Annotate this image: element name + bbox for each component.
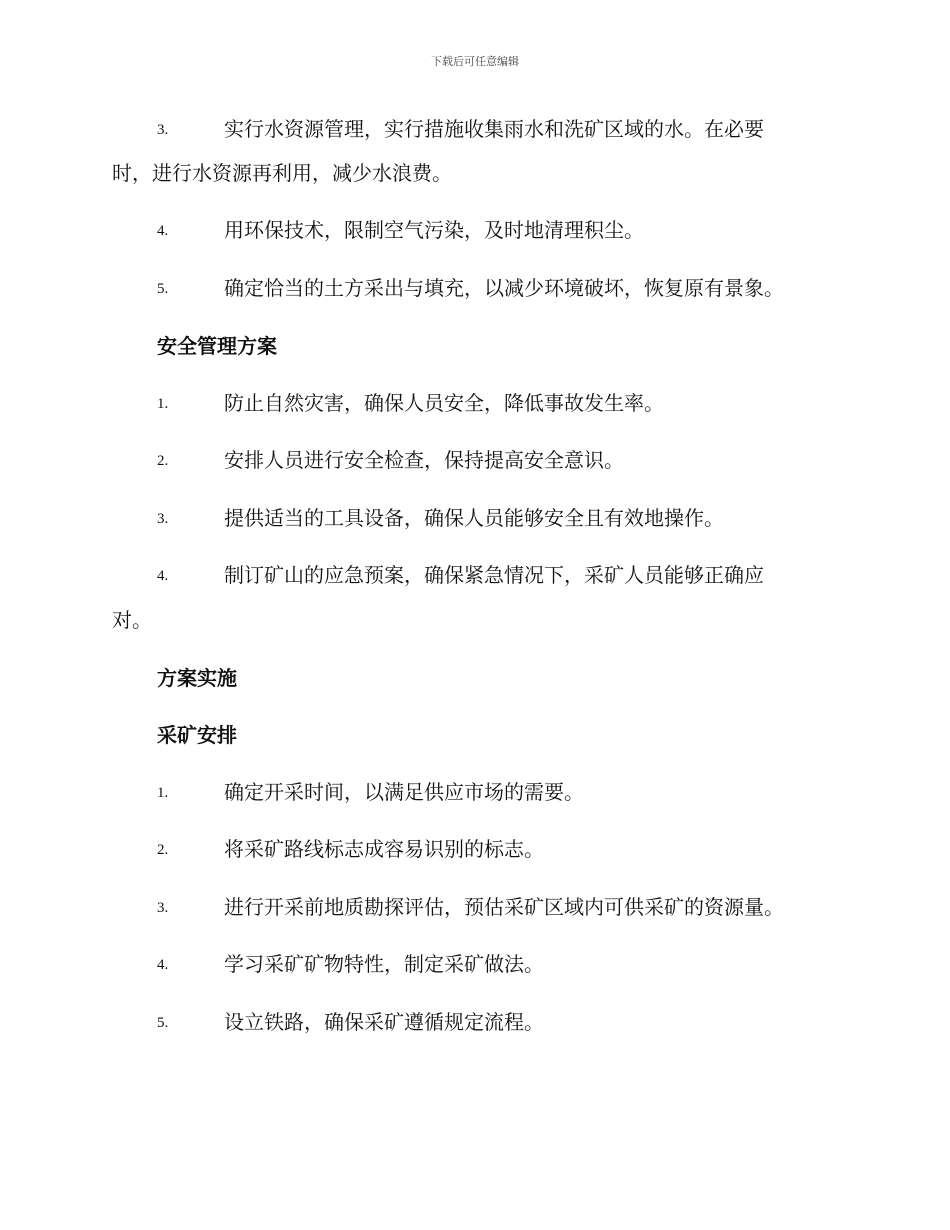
list-item-number: 1. (157, 785, 169, 801)
list-item-number: 2. (157, 842, 169, 858)
list-item-text: 提供适当的工具设备，确保人员能够安全且有效地操作。 (224, 506, 724, 530)
list-item-number: 3. (157, 122, 169, 138)
list-item-text: 实行水资源管理，实行措施收集雨水和洗矿区域的水。在必要 (224, 117, 764, 141)
list-item-number: 3. (157, 511, 169, 527)
list-item-text: 制订矿山的应急预案，确保紧急情况下，采矿人员能够正确应 (224, 563, 764, 587)
section-heading-safety: 安全管理方案 (157, 334, 277, 358)
list-item-text: 设立铁路，确保采矿遵循规定流程。 (224, 1010, 544, 1034)
list-item-text: 确定恰当的土方采出与填充，以减少环境破坏，恢复原有景象。 (224, 276, 784, 300)
list-item-text: 确定开采时间，以满足供应市场的需要。 (224, 780, 584, 804)
list-item-text: 进行开采前地质勘探评估，预估采矿区域内可供采矿的资源量。 (224, 895, 784, 919)
list-item-number: 4. (157, 223, 169, 239)
list-item-text: 防止自然灾害，确保人员安全，降低事故发生率。 (224, 391, 664, 415)
list-item-number: 2. (157, 453, 169, 469)
page-header: 下载后可任意编辑 (431, 55, 519, 68)
list-item-text: 用环保技术，限制空气污染，及时地清理积尘。 (224, 218, 644, 242)
list-item-text: 学习采矿矿物特性，制定采矿做法。 (224, 952, 544, 976)
list-item-number: 1. (157, 396, 169, 412)
section-heading-implementation: 方案实施 (157, 666, 237, 690)
list-item-continuation: 对。 (112, 608, 152, 632)
list-item-number: 5. (157, 281, 169, 297)
list-item-number: 5. (157, 1015, 169, 1031)
section-heading-mining: 采矿安排 (157, 723, 237, 747)
list-item-number: 4. (157, 957, 169, 973)
list-item-continuation: 时，进行水资源再利用，减少水浪费。 (112, 161, 452, 185)
list-item-text: 将采矿路线标志成容易识别的标志。 (224, 837, 544, 861)
list-item-text: 安排人员进行安全检查，保持提高安全意识。 (224, 448, 624, 472)
list-item-number: 4. (157, 568, 169, 584)
list-item-number: 3. (157, 900, 169, 916)
